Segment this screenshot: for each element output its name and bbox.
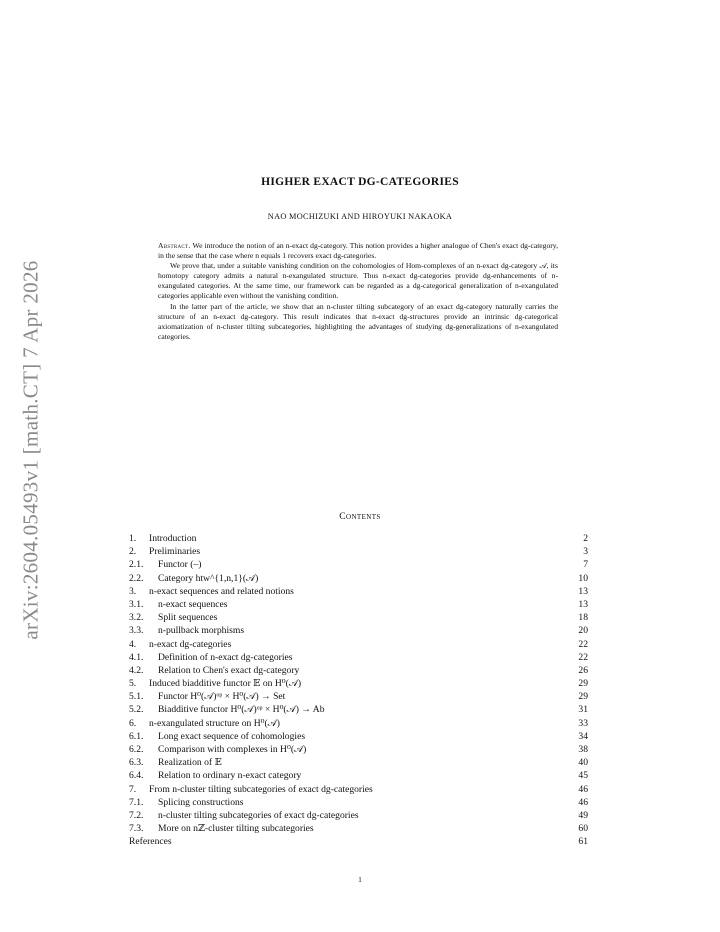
toc-entry[interactable]: [129, 717, 588, 730]
toc-entry[interactable]: [129, 730, 588, 743]
toc-title: Comparison with complexes in H⁰(𝒜): [158, 744, 307, 755]
toc-page: 29: [578, 691, 588, 703]
toc-title: References: [129, 836, 172, 848]
toc-page: 3: [583, 546, 588, 558]
toc-entry[interactable]: [129, 756, 588, 769]
abstract-label: Abstract.: [158, 241, 191, 250]
table-of-contents: [129, 532, 588, 849]
toc-number: 5.1.: [129, 691, 144, 703]
toc-page: 31: [578, 704, 588, 716]
toc-number: 2.: [129, 546, 137, 558]
toc-title: n-pullback morphisms: [158, 625, 245, 637]
toc-number: 4.2.: [129, 664, 144, 676]
toc-title: n-cluster tilting subcategories of exact dg-categories: [158, 809, 359, 821]
arxiv-stamp: [0, 0, 60, 932]
toc-page: 22: [578, 638, 588, 650]
toc-entry[interactable]: [129, 532, 588, 545]
toc-number: 6.1.: [129, 730, 144, 742]
toc-entry[interactable]: [129, 796, 588, 809]
toc-entry[interactable]: [129, 690, 588, 703]
toc-title: n-exact sequences: [158, 598, 228, 610]
toc-entry[interactable]: [129, 651, 588, 664]
toc-title: n-exact sequences and related notions: [149, 585, 294, 597]
toc-page: 2: [583, 533, 588, 544]
toc-page: 45: [578, 770, 588, 782]
toc-page: 22: [578, 651, 588, 663]
toc-entry[interactable]: [129, 783, 588, 796]
toc-title: Introduction: [149, 533, 197, 544]
toc-page: 49: [578, 809, 588, 821]
toc-page: 18: [578, 612, 588, 624]
toc-page: 61: [578, 836, 588, 848]
toc-page: 10: [578, 572, 588, 584]
toc-number: 2.2.: [129, 572, 144, 584]
toc-number: 6.: [129, 717, 137, 729]
toc-entry[interactable]: [129, 598, 588, 611]
toc-number: 4.: [129, 638, 137, 650]
toc-title: Realization of 𝔼: [158, 757, 222, 769]
toc-page: 38: [578, 744, 588, 755]
toc-page: 29: [578, 678, 588, 690]
toc-page: 60: [578, 823, 588, 835]
toc-number: 2.1.: [129, 559, 144, 571]
paper-title: HIGHER EXACT DG-CATEGORIES: [261, 176, 459, 188]
toc-page: 40: [578, 757, 588, 769]
toc-entry[interactable]: [129, 743, 588, 756]
toc-number: 5.2.: [129, 704, 144, 716]
toc-title: Induced biadditive functor 𝔼 on H⁰(𝒜): [149, 678, 302, 690]
toc-title: Splicing constructions: [158, 796, 244, 808]
toc-title: Long exact sequence of cohomologies: [158, 730, 306, 742]
toc-entry[interactable]: [129, 572, 588, 585]
toc-title: Functor H⁰(𝒜)ᵒᵖ × H⁰(𝒜) → Set: [158, 691, 286, 703]
toc-entry[interactable]: [129, 677, 588, 690]
toc-title: Functor (‒): [158, 559, 202, 571]
toc-page: 26: [578, 664, 588, 676]
toc-number: 6.4.: [129, 770, 144, 782]
toc-title: Relation to Chen's exact dg-category: [158, 664, 300, 676]
toc-page: 13: [578, 585, 588, 597]
toc-entry[interactable]: [129, 611, 588, 624]
toc-title: n-exangulated structure on H⁰(𝒜): [149, 717, 280, 729]
contents-heading: Contents: [339, 512, 381, 522]
toc-entry[interactable]: [129, 703, 588, 716]
toc-number: 3.: [129, 585, 137, 597]
toc-number: 7.2.: [129, 809, 144, 821]
toc-entry[interactable]: [129, 545, 588, 558]
page-number: 1: [358, 875, 362, 884]
toc-title: Definition of n-exact dg-categories: [158, 651, 293, 663]
toc-title: Split sequences: [158, 612, 218, 624]
toc-page: 46: [578, 783, 588, 795]
toc-entry[interactable]: [129, 664, 588, 677]
toc-number: 6.2.: [129, 744, 144, 755]
toc-page: 46: [578, 796, 588, 808]
toc-entry[interactable]: [129, 585, 588, 598]
toc-page: 34: [578, 730, 588, 742]
toc-entry[interactable]: [129, 835, 588, 848]
abstract-paragraph-2: We prove that, under a suitable vanishing condition on the cohomologies of Hom-complexes of an n-exact dg-category 𝒜, its homotopy category admits a natural n-exangulated structure. Thus n-exact dg-categories provide dg-enhancements of n-exangulated categories. At the same time, our framework can be regarded as a dg-categorical generalization of n-exangulated categories applicable even without the vanishing condition.: [158, 261, 558, 301]
abstract-paragraph-3: In the latter part of the article, we show that an n-cluster tilting subcategory of an exact dg-category naturally carries the structure of an n-exact dg-category. This result indicates that n-exact dg-structures provide an intrinsic dg-categorical axiomatization of n-cluster tilting subcategories, highlighting the advantages of studying dg-generalizations of n-exangulated categories.: [158, 301, 558, 341]
toc-number: 7.3.: [129, 823, 144, 835]
paper-authors: NAO MOCHIZUKI AND HIROYUKI NAKAOKA: [267, 212, 453, 221]
toc-entry[interactable]: [129, 558, 588, 571]
abstract-paragraph-1: [158, 241, 558, 261]
toc-page: 20: [578, 625, 588, 637]
toc-number: 7.: [129, 783, 137, 795]
toc-number: 1.: [129, 533, 137, 544]
toc-title: Preliminaries: [149, 546, 201, 558]
toc-number: 7.1.: [129, 796, 144, 808]
toc-page: 7: [583, 559, 588, 571]
toc-number: 5.: [129, 678, 137, 690]
toc-entry[interactable]: [129, 769, 588, 782]
toc-title: More on nℤ-cluster tilting subcategories: [158, 823, 314, 835]
toc-entry[interactable]: [129, 809, 588, 822]
toc-title: Relation to ordinary n-exact category: [158, 770, 302, 782]
toc-title: n-exact dg-categories: [149, 638, 232, 650]
toc-number: 3.1.: [129, 598, 144, 610]
arxiv-stamp-text: arXiv:2604.05493v1 [math.CT] 7 Apr 2026: [18, 260, 43, 640]
toc-entry[interactable]: [129, 822, 588, 835]
toc-page: 13: [578, 598, 588, 610]
toc-number: 3.3.: [129, 625, 144, 637]
toc-title: Category htw^{1,n,1}(𝒜): [158, 572, 259, 584]
toc-entry[interactable]: [129, 638, 588, 651]
toc-page: 33: [578, 717, 588, 729]
toc-entry[interactable]: [129, 624, 588, 637]
toc-title: Biadditive functor H⁰(𝒜)ᵒᵖ × H⁰(𝒜) → Ab: [158, 704, 325, 716]
abstract: [158, 241, 558, 342]
abstract-text-1: We introduce the notion of an n-exact dg-category. This notion provides a higher analogue of Chen's exact dg-category, in the sense that the case where n equals 1 recovers exact dg-categories.: [158, 241, 558, 261]
toc-number: 4.1.: [129, 651, 144, 663]
toc-title: From n-cluster tilting subcategories of exact dg-categories: [149, 783, 373, 795]
toc-number: 6.3.: [129, 757, 144, 769]
toc-number: 3.2.: [129, 612, 144, 624]
